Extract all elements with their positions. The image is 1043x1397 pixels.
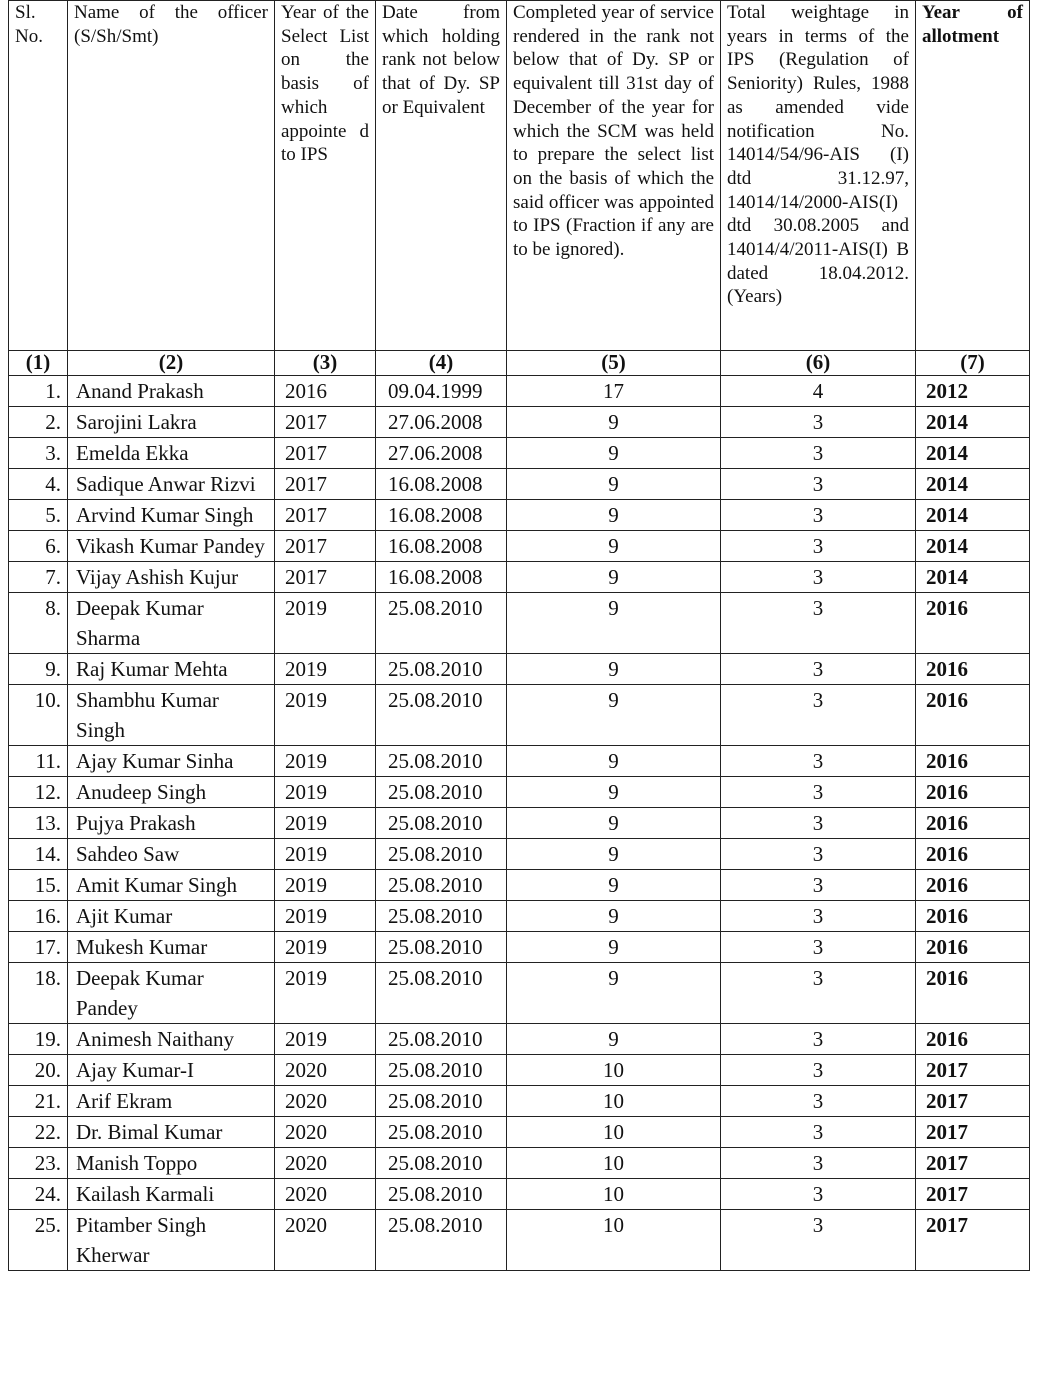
column-number: (6) (721, 351, 916, 376)
completed-service-cell: 9 (507, 531, 721, 562)
completed-service-cell: 9 (507, 870, 721, 901)
sl-no-cell: 15. (9, 870, 68, 901)
select-list-year-cell: 2020 (275, 1148, 376, 1179)
table-row (9, 1055, 1030, 1086)
year-of-allotment-cell: 2017 (916, 1086, 1030, 1117)
weightage-cell: 3 (721, 839, 916, 870)
header-sl-no: Sl. No. (9, 1, 68, 351)
header-total-weightage: Total weightage in years in terms of the IPS (Regulation of Seniority) Rules, 1988 as amended vide notification No. 14014/54/96-AIS (I) dtd 31.12.97, 14014/14/2000-AIS(I) dtd 30.08.2005 and 14014/4/2011-AIS(I) B dated 18.04.2012. (Years) (721, 1, 916, 351)
year-of-allotment-cell: 2014 (916, 500, 1030, 531)
officer-name-cell: Anand Prakash (68, 376, 275, 407)
select-list-year-cell: 2017 (275, 531, 376, 562)
completed-service-cell: 9 (507, 1024, 721, 1055)
select-list-year-cell: 2017 (275, 438, 376, 469)
officer-name-cell: Anudeep Singh (68, 777, 275, 808)
column-number-row (9, 351, 1030, 376)
table-row (9, 593, 1030, 654)
sl-no-cell: 2. (9, 407, 68, 438)
header-select-list-year: Year of the Select List on the basis of which appointe d to IPS (275, 1, 376, 351)
year-of-allotment-cell: 2014 (916, 562, 1030, 593)
select-list-year-cell: 2019 (275, 901, 376, 932)
officer-name-cell: Deepak Kumar Sharma (68, 593, 275, 654)
completed-service-cell: 9 (507, 963, 721, 1024)
table-row (9, 1117, 1030, 1148)
completed-service-cell: 9 (507, 438, 721, 469)
table-row (9, 1210, 1030, 1271)
table-row (9, 562, 1030, 593)
weightage-cell: 3 (721, 407, 916, 438)
table-row (9, 901, 1030, 932)
officer-name-cell: Deepak Kumar Pandey (68, 963, 275, 1024)
table-row (9, 500, 1030, 531)
date-holding-rank-cell: 25.08.2010 (376, 1055, 507, 1086)
officer-name-cell: Pujya Prakash (68, 808, 275, 839)
completed-service-cell: 10 (507, 1148, 721, 1179)
year-of-allotment-cell: 2016 (916, 654, 1030, 685)
sl-no-cell: 3. (9, 438, 68, 469)
year-of-allotment-cell: 2017 (916, 1148, 1030, 1179)
weightage-cell: 3 (721, 654, 916, 685)
date-holding-rank-cell: 16.08.2008 (376, 562, 507, 593)
date-holding-rank-cell: 27.06.2008 (376, 407, 507, 438)
sl-no-cell: 17. (9, 932, 68, 963)
officer-name-cell: Sadique Anwar Rizvi (68, 469, 275, 500)
officer-name-cell: Ajay Kumar-I (68, 1055, 275, 1086)
officer-name-cell: Dr. Bimal Kumar (68, 1117, 275, 1148)
year-of-allotment-cell: 2016 (916, 932, 1030, 963)
completed-service-cell: 9 (507, 562, 721, 593)
table-row (9, 1024, 1030, 1055)
date-holding-rank-cell: 25.08.2010 (376, 839, 507, 870)
select-list-year-cell: 2020 (275, 1210, 376, 1271)
completed-service-cell: 9 (507, 808, 721, 839)
sl-no-cell: 5. (9, 500, 68, 531)
table-row (9, 685, 1030, 746)
year-of-allotment-cell: 2016 (916, 1024, 1030, 1055)
completed-service-cell: 9 (507, 901, 721, 932)
table-row (9, 839, 1030, 870)
sl-no-cell: 8. (9, 593, 68, 654)
date-holding-rank-cell: 25.08.2010 (376, 1148, 507, 1179)
year-of-allotment-cell: 2016 (916, 593, 1030, 654)
select-list-year-cell: 2019 (275, 808, 376, 839)
completed-service-cell: 9 (507, 839, 721, 870)
year-of-allotment-cell: 2016 (916, 839, 1030, 870)
officer-name-cell: Vikash Kumar Pandey (68, 531, 275, 562)
officer-name-cell: Sarojini Lakra (68, 407, 275, 438)
date-holding-rank-cell: 25.08.2010 (376, 808, 507, 839)
completed-service-cell: 9 (507, 685, 721, 746)
year-of-allotment-cell: 2016 (916, 808, 1030, 839)
table-row (9, 654, 1030, 685)
sl-no-cell: 18. (9, 963, 68, 1024)
year-of-allotment-cell: 2014 (916, 407, 1030, 438)
year-of-allotment-cell: 2017 (916, 1210, 1030, 1271)
weightage-cell: 3 (721, 1117, 916, 1148)
date-holding-rank-cell: 25.08.2010 (376, 593, 507, 654)
date-holding-rank-cell: 25.08.2010 (376, 963, 507, 1024)
sl-no-cell: 16. (9, 901, 68, 932)
column-number: (4) (376, 351, 507, 376)
select-list-year-cell: 2019 (275, 932, 376, 963)
date-holding-rank-cell: 25.08.2010 (376, 685, 507, 746)
select-list-year-cell: 2019 (275, 963, 376, 1024)
date-holding-rank-cell: 16.08.2008 (376, 469, 507, 500)
sl-no-cell: 10. (9, 685, 68, 746)
completed-service-cell: 9 (507, 407, 721, 438)
weightage-cell: 3 (721, 593, 916, 654)
date-holding-rank-cell: 25.08.2010 (376, 777, 507, 808)
officer-name-cell: Arif Ekram (68, 1086, 275, 1117)
completed-service-cell: 9 (507, 777, 721, 808)
officer-name-cell: Ajay Kumar Sinha (68, 746, 275, 777)
year-of-allotment-cell: 2014 (916, 438, 1030, 469)
date-holding-rank-cell: 25.08.2010 (376, 901, 507, 932)
select-list-year-cell: 2017 (275, 500, 376, 531)
sl-no-cell: 9. (9, 654, 68, 685)
weightage-cell: 3 (721, 438, 916, 469)
column-number: (5) (507, 351, 721, 376)
sl-no-cell: 6. (9, 531, 68, 562)
weightage-cell: 3 (721, 1210, 916, 1271)
column-number: (3) (275, 351, 376, 376)
seniority-table (8, 0, 1030, 1271)
year-of-allotment-cell: 2017 (916, 1117, 1030, 1148)
weightage-cell: 3 (721, 901, 916, 932)
sl-no-cell: 23. (9, 1148, 68, 1179)
table-row (9, 438, 1030, 469)
table-row (9, 407, 1030, 438)
select-list-year-cell: 2020 (275, 1086, 376, 1117)
select-list-year-cell: 2019 (275, 746, 376, 777)
select-list-year-cell: 2020 (275, 1117, 376, 1148)
date-holding-rank-cell: 25.08.2010 (376, 1210, 507, 1271)
weightage-cell: 3 (721, 870, 916, 901)
year-of-allotment-cell: 2016 (916, 963, 1030, 1024)
officer-name-cell: Animesh Naithany (68, 1024, 275, 1055)
officer-name-cell: Pitamber Singh Kherwar (68, 1210, 275, 1271)
year-of-allotment-cell: 2016 (916, 777, 1030, 808)
select-list-year-cell: 2020 (275, 1179, 376, 1210)
date-holding-rank-cell: 25.08.2010 (376, 1024, 507, 1055)
weightage-cell: 3 (721, 500, 916, 531)
date-holding-rank-cell: 25.08.2010 (376, 746, 507, 777)
header-date-holding-rank: Date from which holding rank not below that of Dy. SP or Equivalent (376, 1, 507, 351)
select-list-year-cell: 2019 (275, 1024, 376, 1055)
sl-no-cell: 7. (9, 562, 68, 593)
completed-service-cell: 10 (507, 1055, 721, 1086)
column-number: (1) (9, 351, 68, 376)
sl-no-cell: 14. (9, 839, 68, 870)
weightage-cell: 3 (721, 963, 916, 1024)
date-holding-rank-cell: 16.08.2008 (376, 500, 507, 531)
table-row (9, 376, 1030, 407)
sl-no-cell: 12. (9, 777, 68, 808)
officer-name-cell: Mukesh Kumar (68, 932, 275, 963)
completed-service-cell: 10 (507, 1179, 721, 1210)
select-list-year-cell: 2019 (275, 839, 376, 870)
weightage-cell: 4 (721, 376, 916, 407)
date-holding-rank-cell: 25.08.2010 (376, 870, 507, 901)
officer-name-cell: Amit Kumar Singh (68, 870, 275, 901)
select-list-year-cell: 2019 (275, 777, 376, 808)
weightage-cell: 3 (721, 1055, 916, 1086)
weightage-cell: 3 (721, 1024, 916, 1055)
table-row (9, 469, 1030, 500)
weightage-cell: 3 (721, 1179, 916, 1210)
select-list-year-cell: 2019 (275, 685, 376, 746)
weightage-cell: 3 (721, 808, 916, 839)
year-of-allotment-cell: 2017 (916, 1179, 1030, 1210)
sl-no-cell: 22. (9, 1117, 68, 1148)
select-list-year-cell: 2019 (275, 593, 376, 654)
date-holding-rank-cell: 25.08.2010 (376, 654, 507, 685)
completed-service-cell: 9 (507, 500, 721, 531)
column-number: (2) (68, 351, 275, 376)
weightage-cell: 3 (721, 1086, 916, 1117)
sl-no-cell: 20. (9, 1055, 68, 1086)
officer-name-cell: Shambhu Kumar Singh (68, 685, 275, 746)
sl-no-cell: 21. (9, 1086, 68, 1117)
select-list-year-cell: 2016 (275, 376, 376, 407)
completed-service-cell: 9 (507, 593, 721, 654)
officer-name-cell: Emelda Ekka (68, 438, 275, 469)
sl-no-cell: 11. (9, 746, 68, 777)
date-holding-rank-cell: 25.08.2010 (376, 1179, 507, 1210)
date-holding-rank-cell: 25.08.2010 (376, 932, 507, 963)
table-row (9, 1179, 1030, 1210)
header-completed-service: Completed year of service rendered in the rank not below that of Dy. SP or equivalent till 31st day of December of the year for which the SCM was held to prepare the select list on the basis of which the said officer was appointed to IPS (Fraction if any are to be ignored). (507, 1, 721, 351)
date-holding-rank-cell: 25.08.2010 (376, 1086, 507, 1117)
column-number: (7) (916, 351, 1030, 376)
date-holding-rank-cell: 09.04.1999 (376, 376, 507, 407)
officer-name-cell: Ajit Kumar (68, 901, 275, 932)
select-list-year-cell: 2017 (275, 407, 376, 438)
year-of-allotment-cell: 2016 (916, 870, 1030, 901)
table-row (9, 870, 1030, 901)
completed-service-cell: 10 (507, 1210, 721, 1271)
header-year-of-allotment: Year of allotment (916, 1, 1030, 351)
date-holding-rank-cell: 27.06.2008 (376, 438, 507, 469)
year-of-allotment-cell: 2014 (916, 469, 1030, 500)
year-of-allotment-cell: 2012 (916, 376, 1030, 407)
select-list-year-cell: 2017 (275, 469, 376, 500)
header-row (9, 1, 1030, 351)
year-of-allotment-cell: 2014 (916, 531, 1030, 562)
table-row (9, 1086, 1030, 1117)
table-row (9, 808, 1030, 839)
table-row (9, 746, 1030, 777)
officer-name-cell: Manish Toppo (68, 1148, 275, 1179)
table-row (9, 963, 1030, 1024)
completed-service-cell: 9 (507, 932, 721, 963)
year-of-allotment-cell: 2017 (916, 1055, 1030, 1086)
year-of-allotment-cell: 2016 (916, 901, 1030, 932)
date-holding-rank-cell: 16.08.2008 (376, 531, 507, 562)
officer-name-cell: Kailash Karmali (68, 1179, 275, 1210)
weightage-cell: 3 (721, 1148, 916, 1179)
officer-name-cell: Vijay Ashish Kujur (68, 562, 275, 593)
sl-no-cell: 19. (9, 1024, 68, 1055)
year-of-allotment-cell: 2016 (916, 746, 1030, 777)
sl-no-cell: 25. (9, 1210, 68, 1271)
select-list-year-cell: 2017 (275, 562, 376, 593)
weightage-cell: 3 (721, 932, 916, 963)
sl-no-cell: 1. (9, 376, 68, 407)
select-list-year-cell: 2019 (275, 654, 376, 685)
sl-no-cell: 13. (9, 808, 68, 839)
completed-service-cell: 10 (507, 1086, 721, 1117)
table-row (9, 1148, 1030, 1179)
completed-service-cell: 17 (507, 376, 721, 407)
sl-no-cell: 24. (9, 1179, 68, 1210)
sl-no-cell: 4. (9, 469, 68, 500)
completed-service-cell: 9 (507, 469, 721, 500)
officer-name-cell: Sahdeo Saw (68, 839, 275, 870)
table-row (9, 531, 1030, 562)
weightage-cell: 3 (721, 746, 916, 777)
weightage-cell: 3 (721, 562, 916, 593)
table-row (9, 932, 1030, 963)
year-of-allotment-cell: 2016 (916, 685, 1030, 746)
completed-service-cell: 9 (507, 746, 721, 777)
date-holding-rank-cell: 25.08.2010 (376, 1117, 507, 1148)
weightage-cell: 3 (721, 777, 916, 808)
officer-name-cell: Arvind Kumar Singh (68, 500, 275, 531)
completed-service-cell: 10 (507, 1117, 721, 1148)
weightage-cell: 3 (721, 469, 916, 500)
select-list-year-cell: 2019 (275, 870, 376, 901)
weightage-cell: 3 (721, 531, 916, 562)
officer-name-cell: Raj Kumar Mehta (68, 654, 275, 685)
table-row (9, 777, 1030, 808)
weightage-cell: 3 (721, 685, 916, 746)
header-officer-name: Name of the officer (S/Sh/Smt) (68, 1, 275, 351)
select-list-year-cell: 2020 (275, 1055, 376, 1086)
completed-service-cell: 9 (507, 654, 721, 685)
